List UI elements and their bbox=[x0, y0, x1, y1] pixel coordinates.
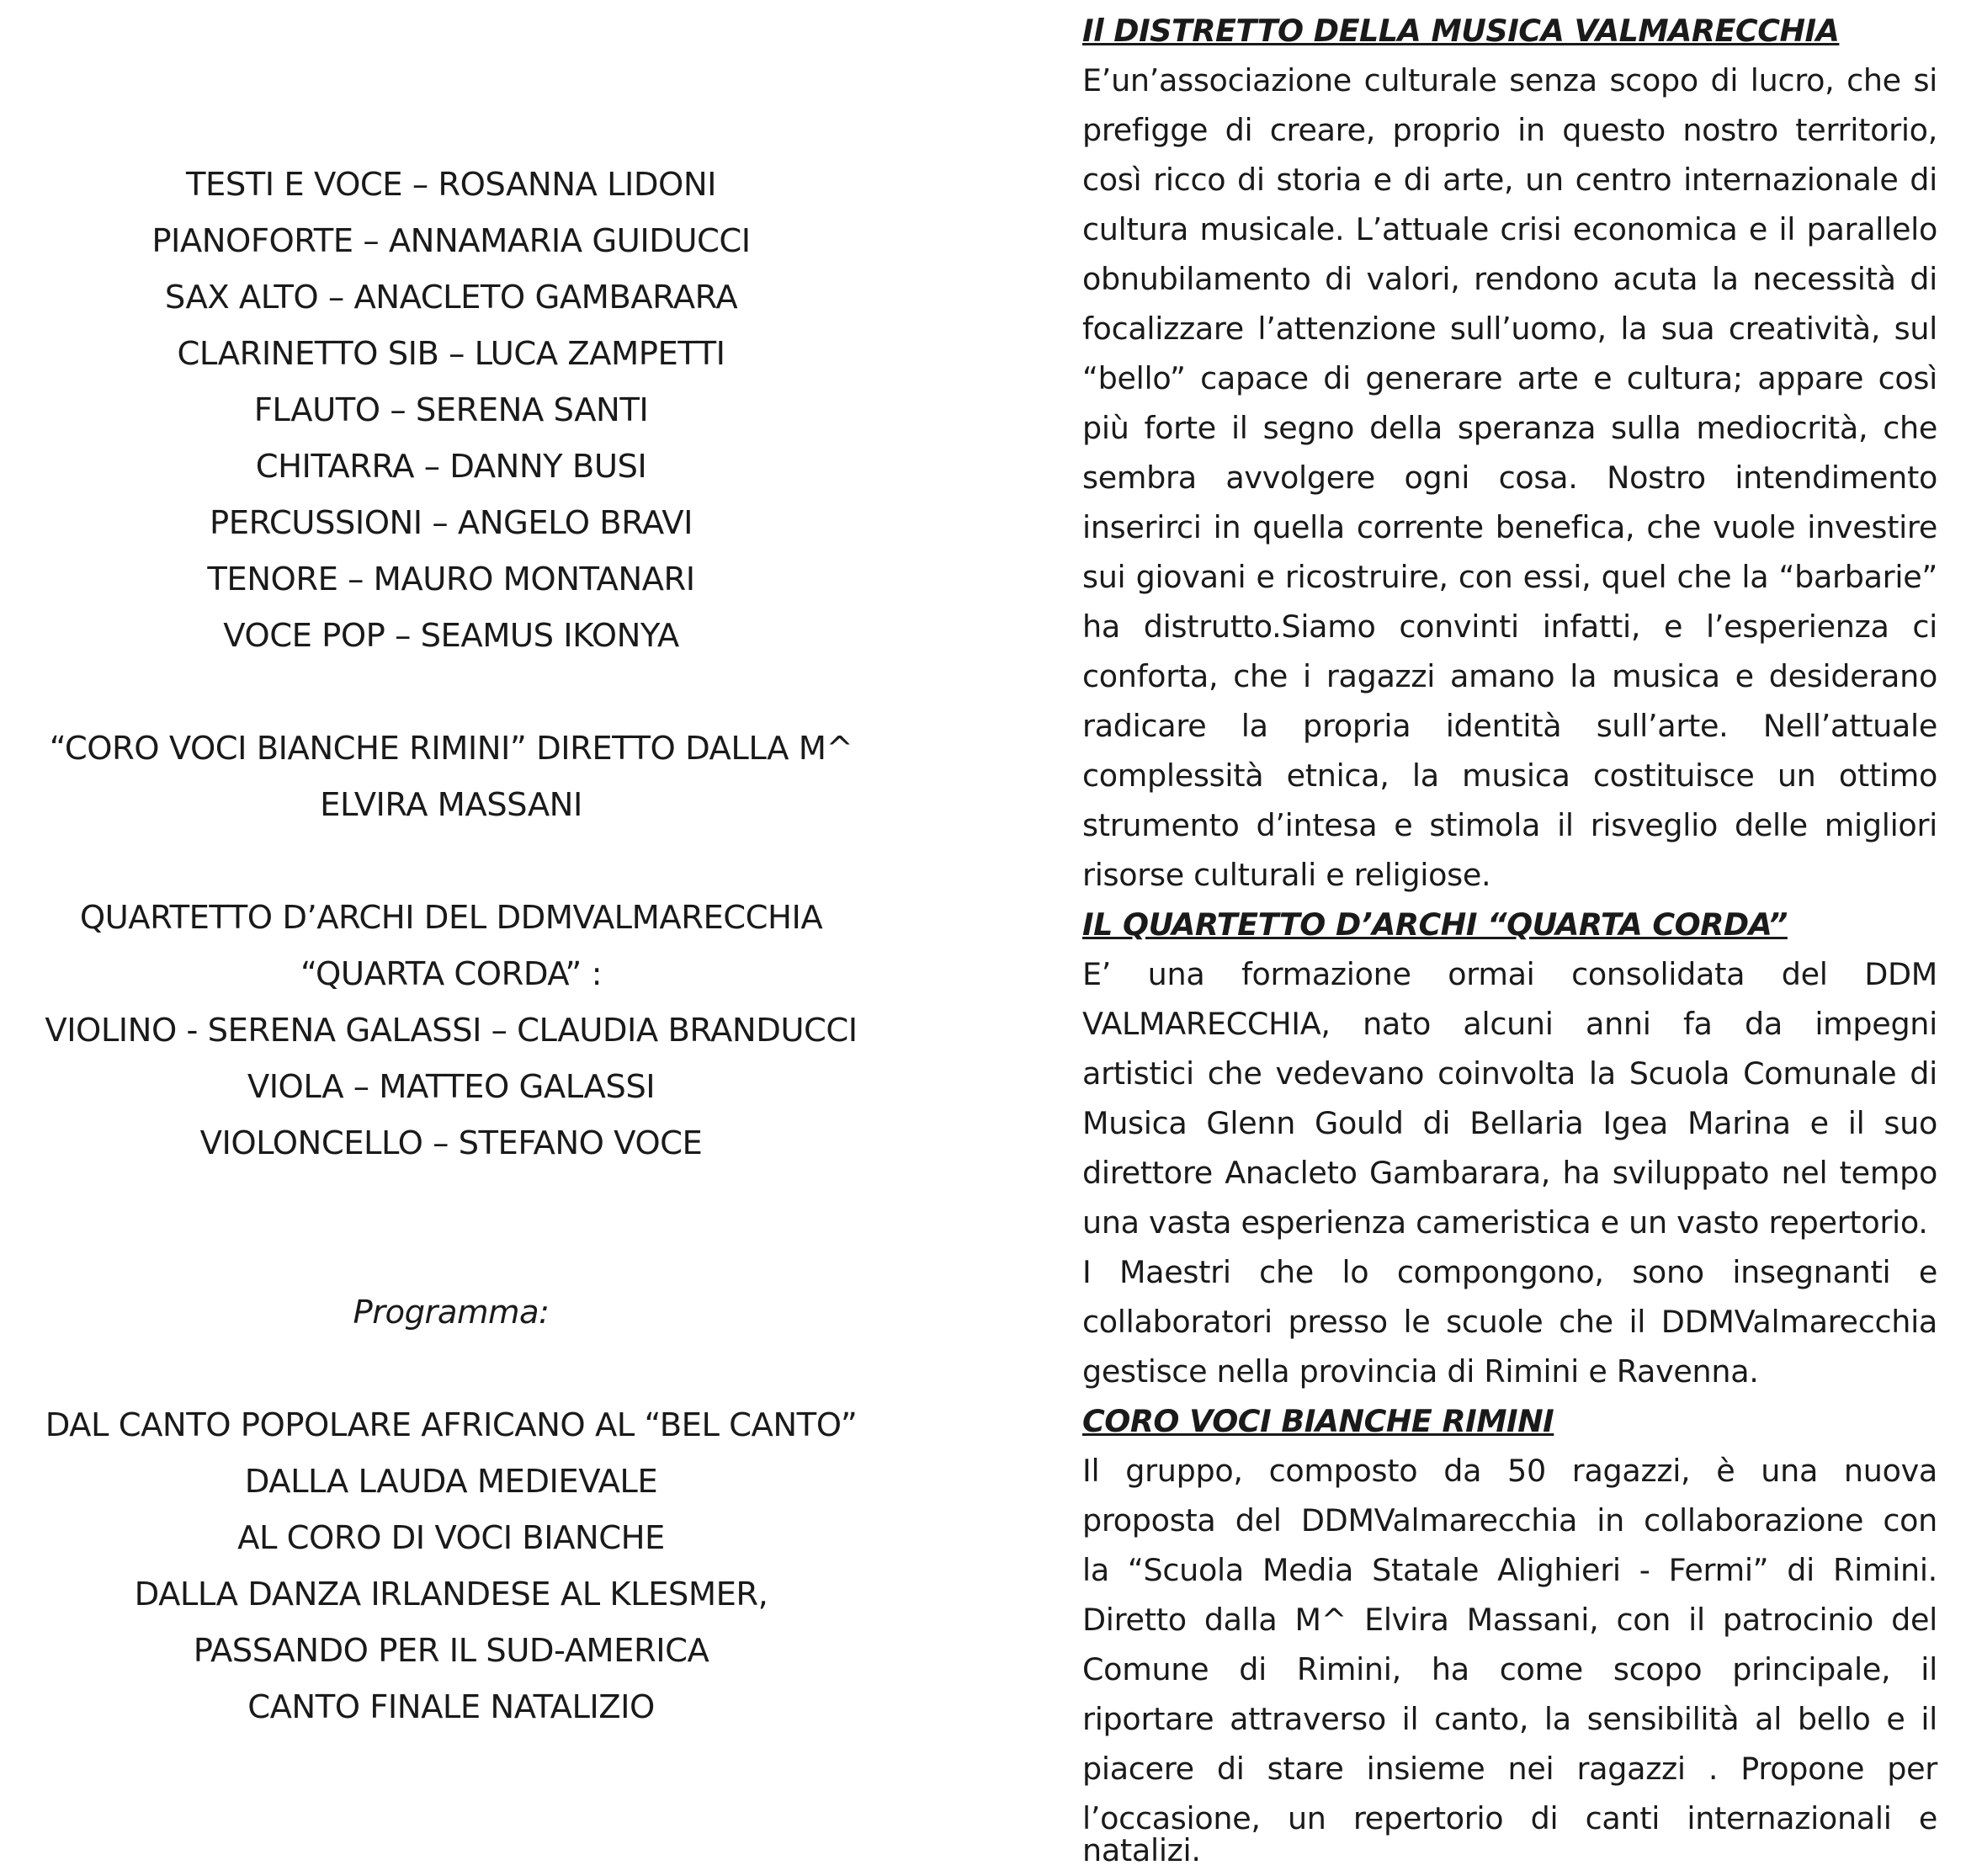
section-heading-distretto: Il DISTRETTO DELLA MUSICA VALMARECCHIA bbox=[1082, 13, 1840, 49]
section-heading-coro: CORO VOCI BIANCHE RIMINI bbox=[1082, 1403, 1554, 1439]
left-column bbox=[17, 0, 885, 1876]
paragraph-line: E’un’associazione culturale senza scopo di lucro, che si bbox=[1082, 62, 1937, 98]
credit-line: PIANOFORTE – ANNAMARIA GUIDUCCI bbox=[151, 222, 751, 260]
paragraph-line: così ricco di storia e di arte, un centro internazionale di bbox=[1082, 162, 1937, 198]
paragraph-line: Diretto dalla M^ Elvira Massani, con il patrocinio del bbox=[1082, 1602, 1937, 1638]
paragraph-line: collaboratori presso le scuole che il DDMValmarecchia bbox=[1082, 1304, 1937, 1340]
paragraph-line: inserirci in quella corrente benefica, che vuole investire bbox=[1082, 509, 1937, 545]
paragraph-line: Il gruppo, composto da 50 ragazzi, è una nuova bbox=[1082, 1453, 1937, 1489]
choir-credit-line: “CORO VOCI BIANCHE RIMINI” DIRETTO DALLA M^ bbox=[49, 730, 853, 768]
paragraph-line: strumento d’intesa e stimola il risveglio delle migliori bbox=[1082, 807, 1937, 843]
paragraph-line: l’occasione, un repertorio di canti internazionali e bbox=[1082, 1800, 1937, 1836]
quartet-credit-line: VIOLINO - SERENA GALASSI – CLAUDIA BRANDUCCI bbox=[45, 1012, 858, 1050]
paragraph-line: VALMARECCHIA, nato alcuni anni fa da impegni bbox=[1082, 1006, 1937, 1042]
program-item: DAL CANTO POPOLARE AFRICANO AL “BEL CANTO” bbox=[45, 1406, 858, 1444]
paragraph-line: prefigge di creare, proprio in questo nostro territorio, bbox=[1082, 112, 1937, 148]
credit-line: TESTI E VOCE – ROSANNA LIDONI bbox=[186, 166, 716, 204]
quartet-credit-line: VIOLA – MATTEO GALASSI bbox=[247, 1068, 656, 1106]
paragraph-line: “bello” capace di generare arte e cultura; appare così bbox=[1082, 360, 1937, 396]
credit-line: FLAUTO – SERENA SANTI bbox=[253, 391, 649, 429]
paragraph-line: risorse culturali e religiose. bbox=[1082, 857, 1491, 893]
paragraph-line: riportare attraverso il canto, la sensibilità al bello e il bbox=[1082, 1701, 1937, 1737]
credit-line: CLARINETTO SIB – LUCA ZAMPETTI bbox=[177, 335, 725, 373]
paragraph-line: direttore Anacleto Gambarara, ha sviluppato nel tempo bbox=[1082, 1155, 1937, 1191]
paragraph-line: Comune di Rimini, ha come scopo principale, il bbox=[1082, 1651, 1937, 1687]
credit-line: CHITARRA – DANNY BUSI bbox=[255, 448, 647, 486]
credit-line: TENORE – MAURO MONTANARI bbox=[207, 561, 695, 598]
program-item: CANTO FINALE NATALIZIO bbox=[247, 1688, 655, 1726]
right-column bbox=[1082, 0, 1937, 1876]
paragraph-line: cultura musicale. L’attuale crisi economica e il parallelo bbox=[1082, 211, 1937, 247]
credit-line: VOCE POP – SEAMUS IKONYA bbox=[223, 617, 679, 655]
paragraph-line: proposta del DDMValmarecchia in collaborazione con bbox=[1082, 1502, 1937, 1539]
program-item: DALLA LAUDA MEDIEVALE bbox=[244, 1463, 658, 1501]
paragraph-line: una vasta esperienza cameristica e un vasto repertorio. bbox=[1082, 1204, 1928, 1241]
quartet-credit-line: QUARTETTO D’ARCHI DEL DDMVALMARECCHIA bbox=[79, 899, 823, 937]
paragraph-line: artistici che vedevano coinvolta la Scuola Comunale di bbox=[1082, 1055, 1937, 1092]
paragraph-line: focalizzare l’attenzione sull’uomo, la sua creatività, sul bbox=[1082, 311, 1937, 347]
paragraph-line: più forte il segno della speranza sulla mediocrità, che bbox=[1082, 410, 1937, 446]
paragraph-line: I Maestri che lo compongono, sono insegnanti e bbox=[1082, 1254, 1937, 1290]
paragraph-line: radicare la propria identità sull’arte. Nell’attuale bbox=[1082, 708, 1937, 744]
paragraph-line: complessità etnica, la musica costituisce un ottimo bbox=[1082, 757, 1937, 794]
paragraph-line: ha distrutto.Siamo convinti infatti, e l’esperienza ci bbox=[1082, 609, 1937, 645]
paragraph-line: obnubilamento di valori, rendono acuta la necessità di bbox=[1082, 261, 1937, 297]
program-item: DALLA DANZA IRLANDESE AL KLESMER, bbox=[134, 1576, 768, 1613]
paragraph-line: conforta, che i ragazzi amano la musica e desiderano bbox=[1082, 658, 1937, 694]
program-item: PASSANDO PER IL SUD-AMERICA bbox=[193, 1632, 709, 1670]
quartet-credit-line: VIOLONCELLO – STEFANO VOCE bbox=[199, 1124, 703, 1162]
paragraph-line: la “Scuola Media Statale Alighieri - Fermi” di Rimini. bbox=[1082, 1552, 1937, 1588]
choir-credit-line: ELVIRA MASSANI bbox=[320, 786, 582, 824]
paragraph-line: natalizi. bbox=[1082, 1832, 1201, 1868]
section-heading-quartetto: IL QUARTETTO D’ARCHI “QUARTA CORDA” bbox=[1082, 906, 1788, 943]
credit-line: PERCUSSIONI – ANGELO BRAVI bbox=[210, 504, 693, 542]
paragraph-line: Musica Glenn Gould di Bellaria Igea Marina e il suo bbox=[1082, 1105, 1937, 1141]
paragraph-line: piacere di stare insieme nei ragazzi . Propone per bbox=[1082, 1751, 1937, 1787]
paragraph-line: sui giovani e ricostruire, con essi, quel che la “barbarie” bbox=[1082, 559, 1937, 595]
paragraph-line: E’ una formazione ormai consolidata del DDM bbox=[1082, 956, 1937, 992]
program-label: Programma: bbox=[353, 1294, 550, 1331]
paragraph-line: gestisce nella provincia di Rimini e Ravenna. bbox=[1082, 1353, 1759, 1390]
quartet-credit-line: “QUARTA CORDA” : bbox=[300, 955, 603, 993]
program-item: AL CORO DI VOCI BIANCHE bbox=[237, 1519, 665, 1557]
credit-line: SAX ALTO – ANACLETO GAMBARARA bbox=[164, 279, 738, 316]
paragraph-line: sembra avvolgere ogni cosa. Nostro intendimento bbox=[1082, 460, 1937, 496]
